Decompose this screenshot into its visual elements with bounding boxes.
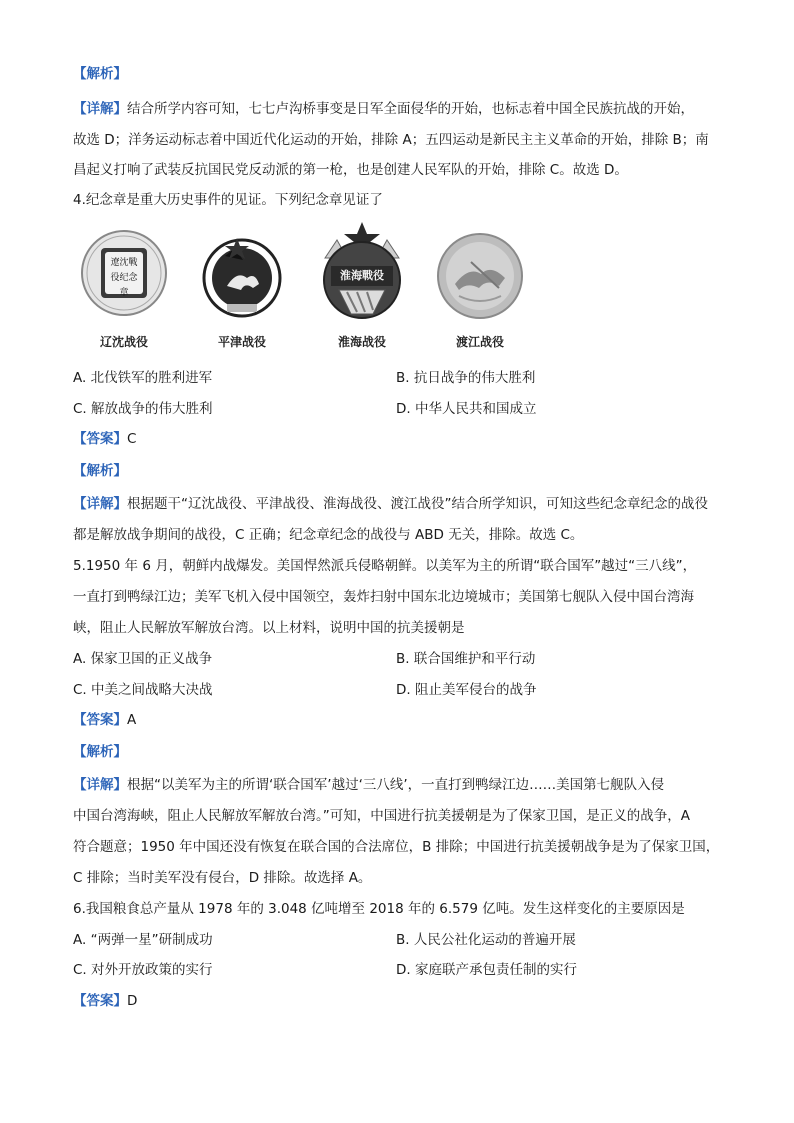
question-5-option-c: C. 中美之间战略大决战 [73, 682, 213, 698]
liaoshen-medal-icon [79, 226, 169, 325]
detail-paragraph-line: 都是解放战争期间的战役，C 正确；纪念章纪念的战役与 ABD 无关，排除。故选 C。 [73, 527, 584, 543]
question-6-option-b: B. 人民公社化运动的普遍开展 [396, 932, 576, 948]
medal-label: 辽沈战役 [99, 335, 148, 349]
medal-inscription: 淮海戰役 [340, 269, 384, 282]
question-6-stem: 6.我国粮食总产量从 1978 年的 3.048 亿吨增至 2018 年的 6.579 亿吨。发生这样变化的主要原因是 [73, 901, 685, 917]
medal-label: 渡江战役 [455, 335, 504, 349]
analysis-heading: 【解析】 [73, 744, 127, 760]
question-4-stem: 4.纪念章是重大历史事件的见证。下列纪念章见证了 [73, 192, 383, 208]
question-6-answer: 【答案】D [73, 993, 138, 1009]
question-5-option-d: D. 阻止美军侵台的战争 [396, 682, 537, 698]
pingjin-medal-icon [197, 226, 287, 330]
question-5-stem: 峡，阻止人民解放军解放台湾。以上材料，说明中国的抗美援朝是 [73, 620, 465, 636]
question-4-option-d: D. 中华人民共和国成立 [396, 401, 537, 417]
detail-paragraph-line: 昌起义打响了武装反抗国民党反动派的第一枪，也是创建人民军队的开始，排除 C。故选 D。 [73, 162, 628, 178]
question-4-option-a: A. 北伐铁军的胜利进军 [73, 370, 213, 386]
question-4-option-c: C. 解放战争的伟大胜利 [73, 401, 213, 417]
question-6-option-d: D. 家庭联产承包责任制的实行 [396, 962, 577, 978]
dujiang-medal-icon [435, 226, 525, 330]
question-5-option-b: B. 联合国维护和平行动 [396, 651, 536, 667]
analysis-heading: 【解析】 [73, 463, 127, 479]
question-5-option-a: A. 保家卫国的正义战争 [73, 651, 213, 667]
question-5-stem: 一直打到鸭绿江边；美军飞机入侵中国领空，轰炸扫射中国东北边境城市；美国第七舰队入侵中国台湾海 [73, 589, 694, 605]
detail-paragraph-line: 【详解】根据“以美军为主的所谓‘联合国军’越过‘三八线’，一直打到鸭绿江边……美国第七舰队入侵 [73, 777, 665, 793]
detail-paragraph-line: C 排除；当时美军没有侵台，D 排除。故选择 A。 [73, 870, 372, 886]
question-4-answer: 【答案】C [73, 431, 137, 447]
detail-paragraph-line: 故选 D；洋务运动标志着中国近代化运动的开始，排除 A；五四运动是新民主主义革命的开始，排除 B；南 [73, 132, 709, 148]
detail-paragraph-line: 符合题意；1950 年中国还没有恢复在联合国的合法席位，B 排除；中国进行抗美援朝战争是为了保家卫国， [73, 839, 720, 855]
medal-inscription: 遼沈戰役纪念章 [110, 258, 138, 298]
medal-label: 平津战役 [217, 335, 266, 349]
detail-paragraph-line: 【详解】结合所学内容可知，七七卢沟桥事变是日军全面侵华的开始，也标志着中国全民族抗战的开始， [73, 101, 694, 117]
detail-paragraph-line: 【详解】根据题干“辽沈战役、平津战役、淮海战役、渡江战役”结合所学知识，可知这些纪念章纪念的战役 [73, 496, 708, 512]
analysis-heading: 【解析】 [73, 66, 127, 82]
question-5-stem: 5.1950 年 6 月，朝鲜内战爆发。美国悍然派兵侵略朝鲜。以美军为主的所谓“联合国军”越过“三八线”， [73, 558, 697, 574]
medal-label: 淮海战役 [337, 335, 386, 349]
medal-figure [73, 226, 533, 356]
question-6-option-a: A. “两弹一星”研制成功 [73, 932, 213, 948]
question-6-option-c: C. 对外开放政策的实行 [73, 962, 213, 978]
question-4-option-b: B. 抗日战争的伟大胜利 [396, 370, 536, 386]
huaihai-medal-icon [317, 218, 407, 332]
question-5-answer: 【答案】A [73, 712, 137, 728]
detail-paragraph-line: 中国台湾海峡，阻止人民解放军解放台湾。”可知，中国进行抗美援朝是为了保家卫国，是正义的战争，A [73, 808, 690, 824]
